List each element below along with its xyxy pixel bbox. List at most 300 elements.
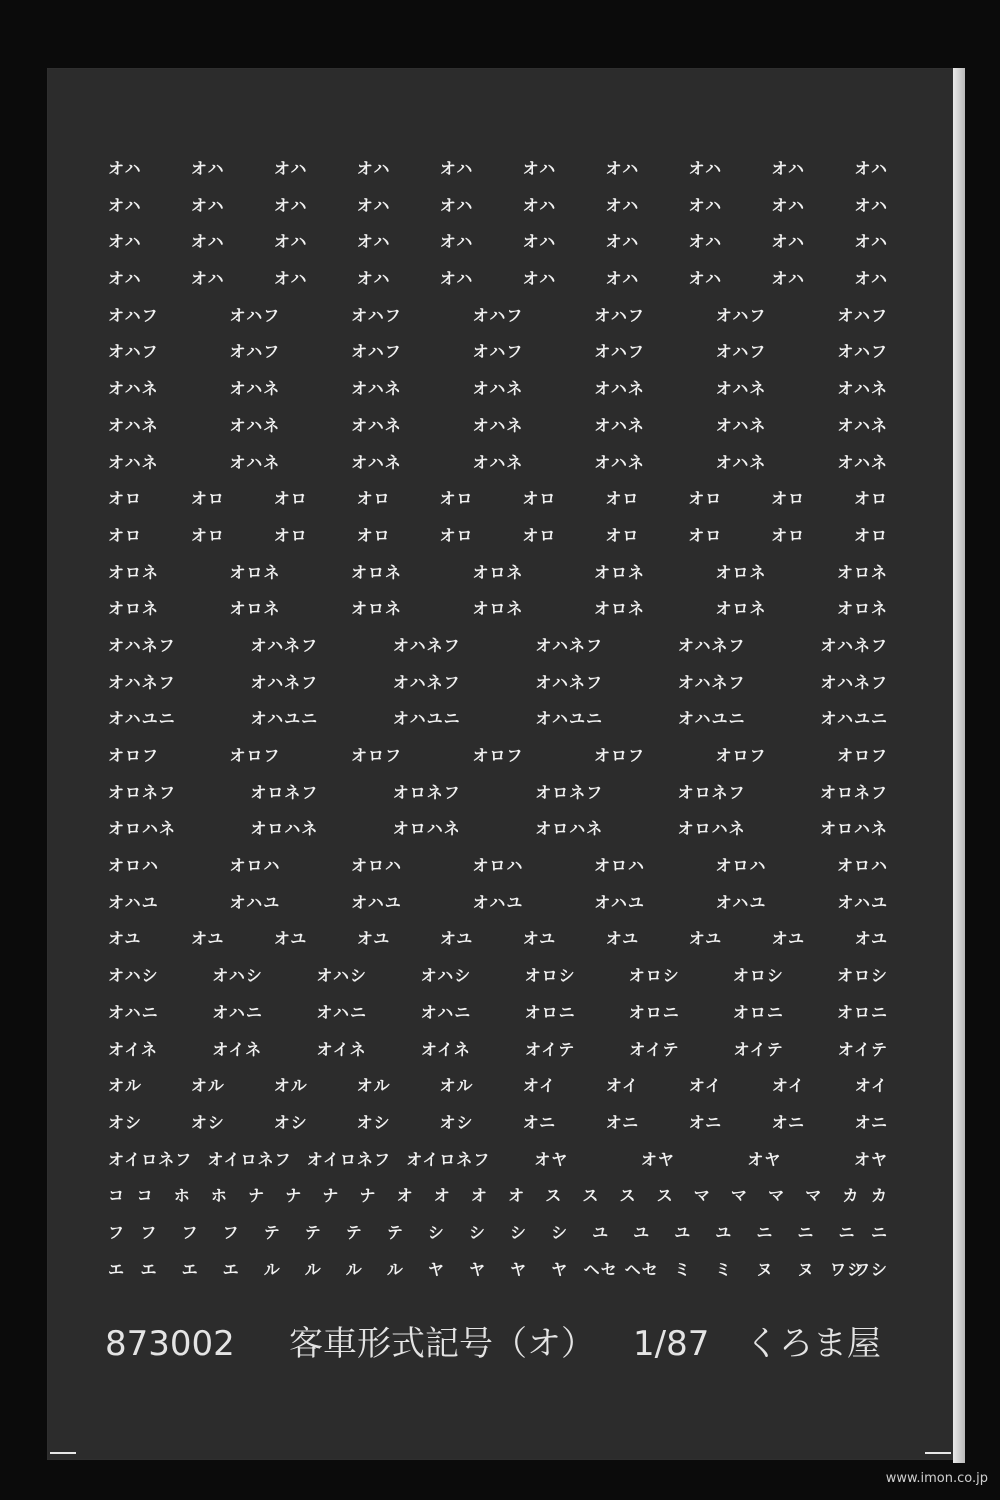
decal-label: マ — [805, 1186, 823, 1206]
decal-label: ミ — [715, 1259, 733, 1279]
decal-label: オロ — [853, 489, 888, 509]
decal-label: ヤ — [427, 1259, 445, 1279]
decal-label: オヤ — [747, 1149, 782, 1169]
decal-row — [108, 635, 888, 672]
decal-row — [108, 598, 888, 635]
decal-label: オイ — [771, 1076, 806, 1096]
decal-label: ス — [656, 1186, 674, 1206]
decal-row — [108, 1259, 888, 1296]
decal-label: オロハ — [836, 856, 888, 876]
decal-label: オイ — [522, 1076, 557, 1096]
decal-label: シ — [427, 1222, 445, 1242]
decal-label: オロ — [605, 525, 640, 545]
decal-label: ナ — [359, 1186, 377, 1206]
decal-label: オイ — [688, 1076, 723, 1096]
decal-label: オ — [396, 1186, 414, 1206]
decal-label: オハ — [522, 195, 557, 215]
decal-label: シ — [551, 1222, 569, 1242]
decal-label: オハユ — [108, 892, 159, 912]
decal-label: オロハネ — [250, 819, 319, 839]
decal-label: オハ — [854, 269, 888, 289]
decal-label: オロシ — [524, 966, 576, 986]
decal-label: オハネ — [594, 452, 645, 472]
decal-label: シ — [510, 1222, 528, 1242]
decal-label: オロ — [522, 525, 557, 545]
decal-label: オロ — [771, 525, 806, 545]
decal-label: オロニ — [732, 1002, 784, 1022]
decal-label: ル — [304, 1259, 322, 1279]
decal-label: オロハ — [108, 856, 160, 876]
decal-label: オロ — [273, 525, 308, 545]
decal-label: オハ — [771, 195, 806, 215]
decal-label: ミ — [674, 1259, 692, 1279]
decal-label: オハユ — [229, 892, 281, 912]
decal-label: オハネ — [715, 452, 767, 472]
decal-label: エ — [222, 1259, 240, 1279]
decal-label: オロニ — [524, 1002, 576, 1022]
decal-label: オロ — [108, 525, 143, 545]
decal-label: オハネ — [715, 379, 767, 399]
decal-label: オロネ — [715, 562, 767, 582]
decal-row — [108, 415, 888, 452]
decal-row — [108, 855, 888, 892]
decal-label: オロフ — [836, 746, 888, 765]
decal-label: オロ — [688, 525, 723, 545]
decal-label: ホ — [173, 1186, 191, 1206]
decal-label: オイテ — [525, 1039, 576, 1059]
decal-row — [108, 525, 888, 562]
decal-label: テ — [263, 1222, 281, 1242]
decal-label: オハ — [439, 232, 474, 252]
decal-label: オハユ — [472, 892, 524, 912]
decal-label: オハ — [771, 159, 806, 178]
decal-label: オハネフ — [250, 635, 319, 655]
decal-row — [108, 928, 888, 965]
decal-label: オロフ — [108, 746, 160, 765]
decal-row — [108, 562, 888, 599]
decal-label: オロネ — [593, 599, 645, 619]
decal-label: オハネ — [229, 379, 281, 399]
decal-label: オロハ — [229, 856, 281, 876]
decal-label: オロネ — [108, 599, 160, 619]
decal-label: オシ — [273, 1112, 308, 1132]
decal-label: オロネ — [472, 599, 524, 619]
decal-label: オ — [470, 1186, 488, 1206]
decal-label: オロ — [439, 525, 474, 545]
decal-label: オハ — [771, 232, 806, 252]
decal-label: マ — [730, 1186, 748, 1206]
decal-label: オユ — [190, 929, 225, 949]
decal-label: オロネ — [229, 562, 281, 582]
decal-row — [108, 672, 888, 709]
product-title: 客車形式記号（オ） — [289, 1324, 595, 1364]
decal-label: オハ — [688, 269, 723, 289]
decal-label: フ — [140, 1222, 158, 1242]
decal-label: オハシ — [108, 966, 159, 986]
decal-label: テ — [386, 1222, 404, 1242]
decal-label: オロ — [853, 525, 888, 545]
decal-label: オハネ — [837, 415, 888, 435]
decal-label: オユ — [356, 929, 391, 949]
decal-label: オハネ — [472, 415, 524, 435]
decal-label: オハユニ — [677, 709, 746, 729]
decal-label: オハシ — [212, 966, 263, 986]
decal-label: オヤ — [534, 1149, 569, 1169]
decal-label: オロネフ — [819, 782, 888, 802]
decal-label: オハネ — [108, 379, 159, 399]
decal-label: オハユニ — [392, 709, 461, 729]
decal-label: オハネ — [351, 379, 402, 399]
decal-label: オハユ — [837, 892, 888, 912]
decal-label: オハニ — [420, 1002, 472, 1022]
decal-label: オハ — [273, 232, 308, 252]
decal-label: オロネ — [108, 562, 160, 582]
decal-label: オハニ — [212, 1002, 263, 1022]
decal-label: オユ — [605, 929, 640, 949]
decal-label: オハネフ — [108, 635, 176, 655]
decal-label: オイロネフ — [306, 1149, 391, 1169]
decal-label: オハ — [356, 269, 391, 289]
decal-label: オハ — [854, 232, 888, 252]
decal-label: オハ — [190, 232, 225, 252]
decal-label: ス — [582, 1186, 600, 1206]
decal-label: オロフ — [715, 746, 767, 765]
decal-label: オイロネフ — [108, 1149, 193, 1169]
decal-row — [108, 1002, 888, 1039]
decal-label: オル — [273, 1076, 308, 1096]
decal-row — [108, 1039, 888, 1076]
cut-mark-left — [50, 1452, 76, 1454]
decal-label: オハネ — [472, 452, 524, 472]
decal-row — [108, 965, 888, 1002]
decal-label: オ — [508, 1186, 526, 1206]
decal-label: オハ — [688, 159, 723, 178]
decal-label: フ — [181, 1222, 199, 1242]
decal-label: オハネフ — [820, 635, 888, 655]
decal-label: オロ — [522, 489, 557, 509]
decal-label: オハシ — [316, 966, 368, 986]
decal-label: ヘセ — [624, 1259, 659, 1279]
decal-label: ナ — [248, 1186, 266, 1206]
decal-label: オロネ — [715, 599, 767, 619]
decal-row — [108, 195, 888, 232]
decal-label: ヤ — [468, 1259, 486, 1279]
decal-label: オハフ — [229, 342, 281, 362]
decal-label: オハフ — [108, 342, 159, 362]
decal-row — [108, 745, 888, 782]
decal-label: オニ — [605, 1112, 640, 1132]
decal-label: オハネ — [472, 379, 524, 399]
decal-label: ス — [545, 1186, 563, 1206]
decal-label: オロ — [273, 489, 308, 509]
decal-label: ワシ — [829, 1259, 864, 1279]
decal-label: オロネ — [836, 562, 888, 582]
decal-label: オハ — [108, 159, 142, 178]
decal-label: オハネフ — [108, 672, 176, 692]
scale-label: 1/87 — [633, 1324, 710, 1364]
decal-label: オハフ — [351, 305, 402, 325]
decal-label: オル — [439, 1076, 474, 1096]
decal-label: オロニ — [836, 1002, 888, 1022]
decal-label: オユ — [688, 929, 723, 949]
decal-label: オイテ — [837, 1039, 888, 1059]
decal-label: オロネ — [593, 562, 645, 582]
decal-label: テ — [304, 1222, 322, 1242]
decal-label: オハフ — [108, 305, 159, 325]
decal-label: オハ — [190, 269, 225, 289]
decal-label: オハネ — [351, 415, 402, 435]
decal-label: オユ — [771, 929, 806, 949]
brand-name: くろま屋 — [745, 1324, 881, 1364]
decal-label: ユ — [715, 1222, 733, 1242]
decal-label: ヘセ — [583, 1259, 618, 1279]
decal-label: ニ — [797, 1222, 815, 1242]
decal-label: オロ — [190, 489, 225, 509]
decal-row — [108, 892, 888, 929]
decal-label: オハ — [273, 269, 308, 289]
decal-label: ユ — [592, 1222, 610, 1242]
decal-label: オロハネ — [392, 819, 461, 839]
decal-label: エ — [181, 1259, 199, 1279]
decal-label: マ — [768, 1186, 786, 1206]
decal-label: オユ — [854, 929, 888, 949]
decal-label: ヤ — [510, 1259, 528, 1279]
decal-label: オロ — [190, 525, 225, 545]
decal-label: オハ — [854, 159, 888, 178]
decal-label: オハユ — [715, 892, 767, 912]
decal-label: オニ — [854, 1112, 888, 1132]
decal-row — [108, 158, 888, 195]
decal-label: オロハネ — [819, 819, 888, 839]
decal-label: ユ — [633, 1222, 651, 1242]
decal-label: オイ — [854, 1076, 888, 1096]
decal-label: オヤ — [853, 1149, 888, 1169]
decal-label: オハ — [356, 232, 391, 252]
decal-label: オハ — [108, 269, 142, 289]
decal-label: オハフ — [229, 305, 281, 325]
decal-label: オハフ — [594, 342, 645, 362]
decal-label: オロネフ — [677, 782, 746, 802]
decal-label: オハネフ — [392, 672, 461, 692]
decal-label: オロハネ — [108, 819, 177, 839]
decal-label: オハ — [522, 232, 557, 252]
decal-label: オロニ — [628, 1002, 680, 1022]
decal-label: オイロネフ — [207, 1149, 292, 1169]
decal-label: オハネフ — [250, 672, 319, 692]
decal-label: ル — [345, 1259, 363, 1279]
cut-mark-right — [925, 1452, 951, 1454]
decal-label: オハネフ — [677, 672, 746, 692]
decal-label: オハ — [605, 195, 640, 215]
decal-label: オハ — [356, 195, 391, 215]
decal-label: コ — [108, 1186, 126, 1206]
decal-label: オイロネフ — [406, 1149, 491, 1169]
decal-label: オロネフ — [535, 782, 604, 802]
decal-label: エ — [108, 1259, 126, 1279]
decal-label: オロハネ — [677, 819, 746, 839]
decal-label: オニ — [688, 1112, 723, 1132]
decal-row — [108, 452, 888, 489]
decal-label: オハ — [190, 159, 225, 178]
decal-label: オハ — [439, 269, 474, 289]
decal-label: テ — [345, 1222, 363, 1242]
decal-label: オイテ — [629, 1039, 680, 1059]
decal-label: オロフ — [472, 746, 524, 765]
decal-label: オイテ — [733, 1039, 784, 1059]
decal-label: オハ — [605, 269, 640, 289]
decal-label: オ — [433, 1186, 451, 1206]
decal-label: オハフ — [594, 305, 645, 325]
decal-label: オハ — [356, 159, 391, 178]
decal-label: オロネ — [350, 599, 402, 619]
decal-label: オハ — [108, 195, 142, 215]
decal-label: オハ — [108, 232, 142, 252]
decal-row — [108, 341, 888, 378]
decal-label: オシ — [108, 1112, 143, 1132]
decal-label: ル — [386, 1259, 404, 1279]
decal-label: ナ — [285, 1186, 303, 1206]
decal-label: オハネフ — [535, 672, 604, 692]
decal-label: オハネフ — [677, 635, 746, 655]
decal-label: ヌ — [797, 1259, 815, 1279]
decal-label: ニ — [756, 1222, 774, 1242]
decal-label: オハ — [522, 269, 557, 289]
decal-label: オハフ — [472, 342, 524, 362]
decal-label: オハニ — [108, 1002, 159, 1022]
decal-label: オハネ — [108, 415, 159, 435]
decal-label: オロハ — [593, 856, 645, 876]
decal-label: オハニ — [316, 1002, 368, 1022]
decal-label: フ — [222, 1222, 240, 1242]
decal-label: オハネ — [351, 452, 402, 472]
decal-label: オロ — [356, 525, 391, 545]
decal-row — [108, 268, 888, 305]
decal-label: カ — [842, 1186, 860, 1206]
decal-label: オル — [190, 1076, 225, 1096]
decal-label: オハネ — [229, 415, 281, 435]
decal-label: シ — [468, 1222, 486, 1242]
decal-label: オハ — [439, 195, 474, 215]
decal-label: オロハネ — [535, 819, 604, 839]
decal-label: オロネフ — [392, 782, 461, 802]
decal-label: オロハ — [472, 856, 524, 876]
decal-label: オロネ — [350, 562, 402, 582]
decal-label: オハ — [771, 269, 806, 289]
decal-label: ヤ — [551, 1259, 569, 1279]
sheet-edge — [953, 68, 965, 1463]
decal-label: オハネフ — [535, 635, 604, 655]
decal-label: オハネ — [108, 452, 159, 472]
decal-label: オハ — [439, 159, 474, 178]
decal-label: オハユ — [594, 892, 645, 912]
decal-label: オユ — [439, 929, 474, 949]
decal-label: オハネ — [594, 415, 645, 435]
decal-label: オシ — [356, 1112, 391, 1132]
decal-label: オユ — [108, 929, 142, 949]
decal-row — [108, 488, 888, 525]
decal-label: オロネ — [472, 562, 524, 582]
decal-label: オハ — [854, 195, 888, 215]
decal-label-grid — [108, 158, 888, 1295]
decal-label: オハ — [688, 232, 723, 252]
decal-label: ナ — [322, 1186, 340, 1206]
decal-label: オハユニ — [535, 709, 604, 729]
decal-label: オロシ — [628, 966, 680, 986]
decal-label: オハネ — [837, 452, 888, 472]
decal-label: ユ — [674, 1222, 692, 1242]
decal-label: オロシ — [836, 966, 888, 986]
decal-label: オハフ — [472, 305, 524, 325]
decal-label: オハネ — [594, 379, 645, 399]
decal-label: オハネフ — [392, 635, 461, 655]
decal-label: オロ — [688, 489, 723, 509]
decal-label: オハ — [522, 159, 557, 178]
decal-label: オハ — [605, 232, 640, 252]
decal-label: オハ — [688, 195, 723, 215]
decal-label: オハ — [273, 195, 308, 215]
decal-label: オハネ — [837, 379, 888, 399]
decal-label: オイネ — [108, 1039, 159, 1059]
decal-label: オハユニ — [250, 709, 319, 729]
decal-label: オハフ — [351, 342, 402, 362]
decal-label: オイ — [605, 1076, 640, 1096]
decal-label: オロ — [771, 489, 806, 509]
decal-label: オル — [108, 1076, 143, 1096]
decal-label: オハフ — [837, 305, 888, 325]
decal-label: ニ — [838, 1222, 856, 1242]
decal-row — [108, 1075, 888, 1112]
decal-label: オハユニ — [820, 709, 888, 729]
decal-label: オロネフ — [250, 782, 319, 802]
decal-label: オハネ — [715, 415, 767, 435]
decal-label: オロハ — [350, 856, 402, 876]
decal-row — [108, 1149, 888, 1186]
decal-label: オハユ — [351, 892, 402, 912]
decal-label: カ — [870, 1186, 888, 1206]
decal-label: オシ — [190, 1112, 225, 1132]
decal-label: オハネ — [229, 452, 281, 472]
decal-label: オハ — [273, 159, 308, 178]
decal-label: ヌ — [756, 1259, 774, 1279]
decal-label: オロシ — [732, 966, 784, 986]
decal-label: フ — [108, 1222, 126, 1242]
decal-label: オイネ — [420, 1039, 471, 1059]
decal-label: オロネ — [229, 599, 281, 619]
decal-row — [108, 818, 888, 855]
decal-label: ス — [619, 1186, 637, 1206]
decal-row — [108, 1112, 888, 1149]
decal-label: オハ — [605, 159, 640, 178]
decal-label: オロハ — [715, 856, 767, 876]
sheet-footer — [105, 1322, 895, 1366]
decal-label: オイネ — [316, 1039, 367, 1059]
decal-label: オロ — [356, 489, 391, 509]
decal-label: ホ — [210, 1186, 228, 1206]
decal-label: オハユニ — [108, 709, 176, 729]
decal-label: オロネ — [836, 599, 888, 619]
decal-label: オシ — [439, 1112, 474, 1132]
decal-label: オハフ — [715, 342, 767, 362]
decal-row — [108, 708, 888, 745]
decal-row — [108, 1185, 888, 1222]
decal-label: マ — [693, 1186, 711, 1206]
decal-label: ワシ — [853, 1259, 888, 1279]
decal-label: ニ — [870, 1222, 888, 1242]
decal-row — [108, 378, 888, 415]
watermark-text: www.imon.co.jp — [885, 1471, 988, 1486]
decal-label: オロフ — [350, 746, 402, 765]
decal-label: コ — [136, 1186, 154, 1206]
